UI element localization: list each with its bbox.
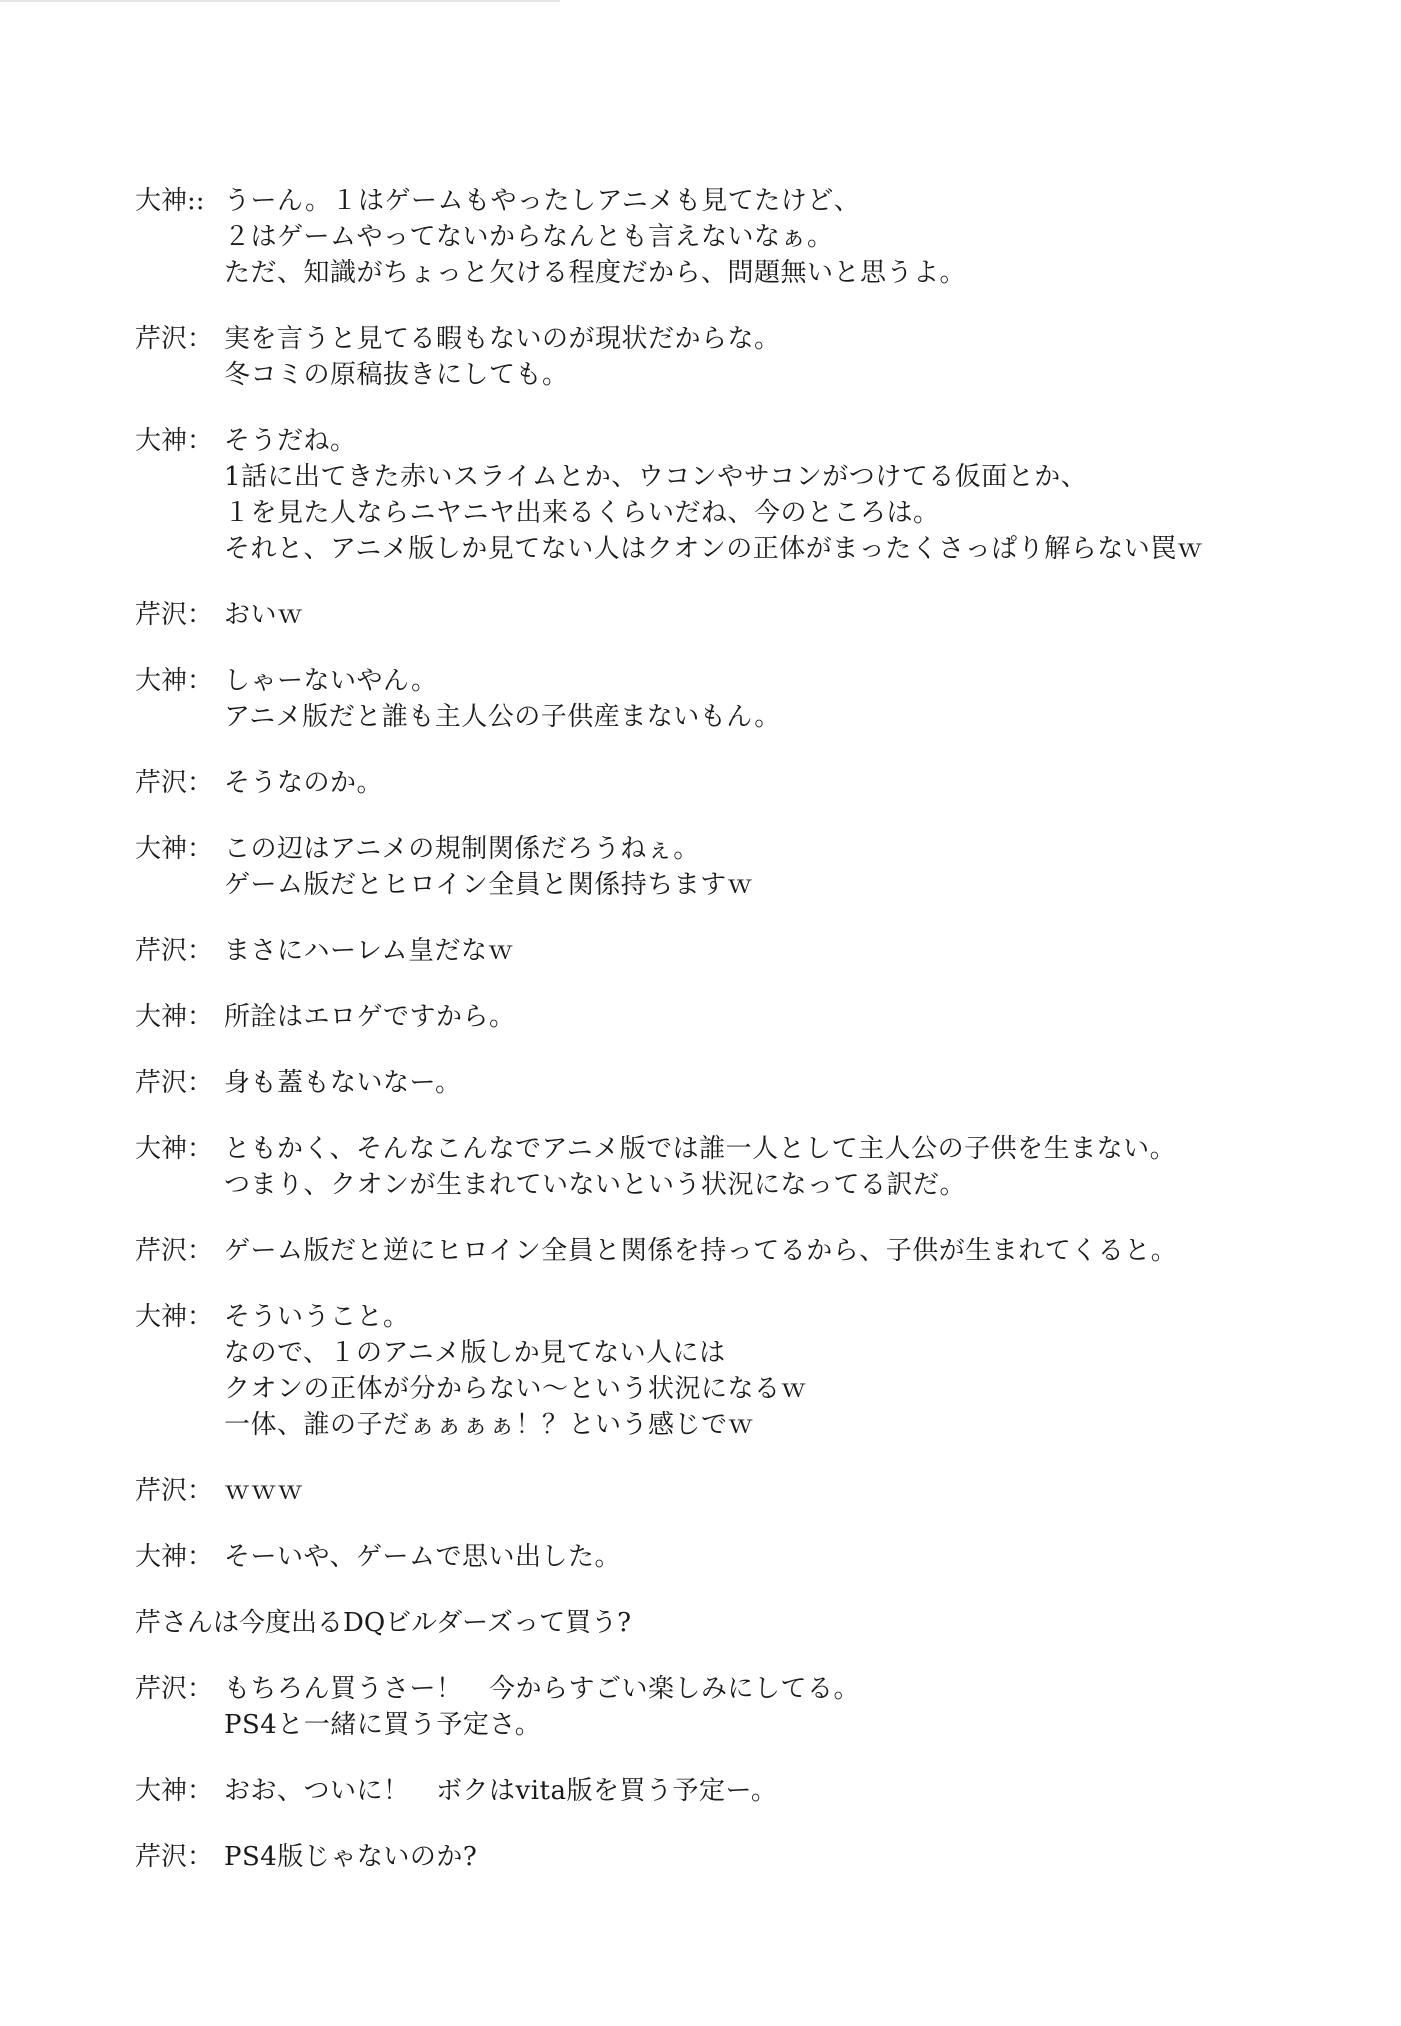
speaker-label: 大神：: [135, 1302, 214, 1332]
dialogue-entry: [135, 831, 1335, 903]
dialogue-lines: [224, 423, 1335, 567]
speaker-label: 芹沢：: [135, 1842, 214, 1872]
speaker-label: 芹沢：: [135, 1068, 214, 1098]
dialogue-entry: [135, 1539, 1335, 1575]
dialogue-line: 身も蓋もないなー。: [224, 1068, 462, 1098]
speaker-label: 芹沢：: [135, 768, 214, 798]
dialogue-line: ２はゲームやってないからなんとも言えないなぁ。: [224, 222, 834, 252]
dialogue-line: なので、１のアニメ版しか見てない人には: [224, 1338, 726, 1368]
dialogue-line: ともかく、そんなこんなでアニメ版では誰一人として主人公の子供を生まない。: [224, 1134, 1177, 1164]
dialogue-lines: [224, 321, 1335, 393]
speaker-label: 芹沢：: [135, 1674, 214, 1704]
dialogue-line: おいｗ: [224, 600, 304, 630]
dialogue-line: ｗｗｗ: [224, 1476, 304, 1506]
dialogue-lines: [224, 663, 1335, 735]
dialogue-lines: [224, 1233, 1335, 1269]
dialogue-line: ただ、知識がちょっと欠ける程度だから、問題無いと思うよ。: [224, 258, 967, 288]
speaker-label: 大神：: [135, 1134, 214, 1164]
dialogue-line: しゃーないやん。: [224, 666, 438, 696]
speaker-label: 大神：: [135, 426, 214, 456]
dialogue-lines: [224, 597, 1335, 633]
dialogue-entry: [135, 1671, 1335, 1743]
dialogue-entry: [135, 1773, 1335, 1809]
dialogue-line: アニメ版だと誰も主人公の子供産まないもん。: [224, 702, 781, 732]
dialogue-line: うーん。１はゲームもやったしアニメも見てたけど、: [224, 186, 861, 216]
dialogue-entry: [135, 1299, 1335, 1443]
dialogue-line: ゲーム版だと逆にヒロイン全員と関係を持ってるから、子供が生まれてくると。: [224, 1236, 1178, 1266]
top-divider: [0, 0, 560, 2]
dialogue-lines: [224, 1539, 1335, 1575]
speaker-label: 大神：: [135, 1002, 214, 1032]
dialogue-line: １を見た人ならニヤニヤ出来るくらいだね、今のところは。: [224, 498, 940, 528]
speaker-label: 大神::: [135, 186, 205, 216]
dialogue-line: もちろん買うさー！ 今からすごい楽しみにしてる。: [224, 1674, 861, 1704]
dialogue-line: 実を言うと見てる暇もないのが現状だからな。: [224, 324, 781, 354]
dialogue-entry: [135, 423, 1335, 567]
dialogue-line: 所詮はエロゲですから。: [224, 1002, 516, 1032]
dialogue-entry: [135, 1839, 1335, 1875]
dialogue-lines: [224, 999, 1335, 1035]
dialogue-lines: [224, 183, 1335, 291]
speaker-label: 大神：: [135, 1776, 214, 1806]
dialogue-line: ゲーム版だとヒロイン全員と関係持ちますｗ: [224, 870, 754, 900]
speaker-label: 芹沢：: [135, 936, 214, 966]
dialogue-entry: [135, 183, 1335, 291]
dialogue-lines: [224, 765, 1335, 801]
dialogue-entry: [135, 1131, 1335, 1203]
dialogue-lines: [224, 1839, 1335, 1875]
dialogue-body: [135, 183, 1335, 1905]
dialogue-line: おお、ついに！ ボクはvita版を買う予定ー。: [224, 1776, 778, 1806]
dialogue-lines: [224, 933, 1335, 969]
dialogue-line: それと、アニメ版しか見てない人はクオンの正体がまったくさっぱり解らない罠ｗ: [224, 534, 1204, 564]
dialogue-line: そーいや、ゲームで思い出した。: [224, 1542, 621, 1572]
unattributed-line: 芹さんは今度出るDQビルダーズって買う?: [135, 1608, 632, 1638]
dialogue-entry: [135, 765, 1335, 801]
speaker-label: 芹沢：: [135, 1476, 214, 1506]
dialogue-line: PS4と一緒に買う予定さ。: [224, 1710, 542, 1740]
dialogue-lines: [224, 1065, 1335, 1101]
dialogue-entry: [135, 1233, 1335, 1269]
dialogue-line: そうなのか。: [224, 768, 384, 798]
dialogue-entry: [135, 933, 1335, 969]
dialogue-entry: [135, 597, 1335, 633]
dialogue-lines: [224, 1473, 1335, 1509]
dialogue-lines: [224, 1773, 1335, 1809]
dialogue-entry: [135, 1065, 1335, 1101]
dialogue-lines: [224, 1131, 1335, 1203]
dialogue-line: そういうこと。: [224, 1302, 410, 1332]
dialogue-line: つまり、クオンが生まれていないという状況になってる訳だ。: [224, 1170, 967, 1200]
speaker-label: 芹沢：: [135, 1236, 214, 1266]
dialogue-line: クオンの正体が分からない～という状況になるｗ: [224, 1374, 808, 1404]
dialogue-lines: [224, 1671, 1335, 1743]
speaker-label: 芹沢：: [135, 324, 214, 354]
dialogue-entry: [135, 1473, 1335, 1509]
dialogue-line: PS4版じゃないのか?: [224, 1842, 478, 1872]
dialogue-line: 冬コミの原稿抜きにしても。: [224, 360, 569, 390]
dialogue-line: この辺はアニメの規制関係だろうねぇ。: [224, 834, 700, 864]
dialogue-line: 1話に出てきた赤いスライムとか、ウコンやサコンがつけてる仮面とか、: [224, 462, 1088, 492]
speaker-label: 芹沢：: [135, 600, 214, 630]
dialogue-lines: [224, 1299, 1335, 1443]
dialogue-entry: [135, 999, 1335, 1035]
speaker-label: 大神：: [135, 834, 214, 864]
dialogue-entry: [135, 321, 1335, 393]
dialogue-entry: [135, 663, 1335, 735]
speaker-label: 大神：: [135, 1542, 214, 1572]
dialogue-line: そうだね。: [224, 426, 357, 456]
dialogue-lines: [224, 831, 1335, 903]
speaker-label: 大神：: [135, 666, 214, 696]
dialogue-line: まさにハーレム皇だなｗ: [224, 936, 514, 966]
dialogue-line: 一体、誰の子だぁぁぁぁ！？という感じでｗ: [224, 1410, 755, 1440]
